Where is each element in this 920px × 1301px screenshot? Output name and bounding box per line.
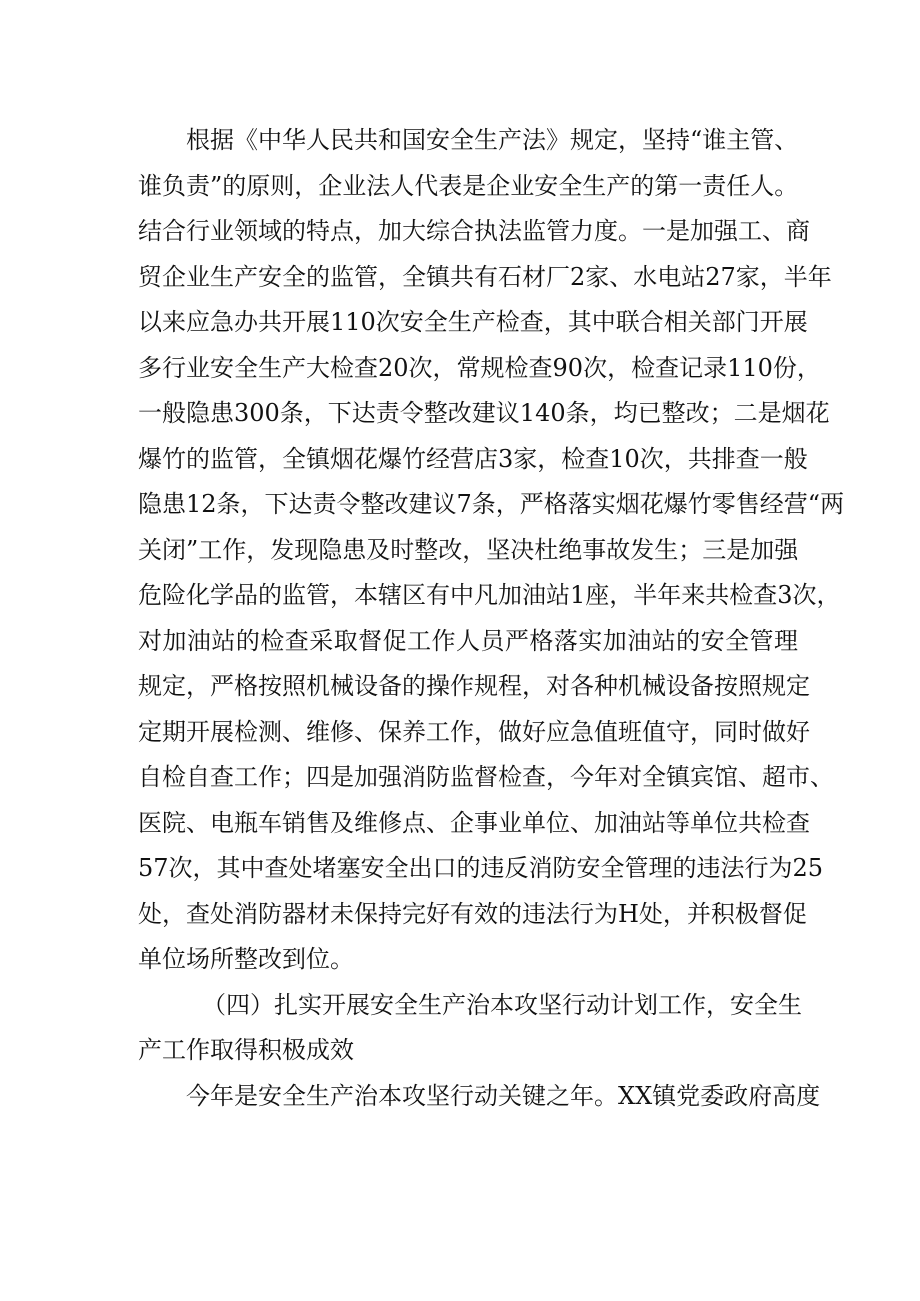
paragraph-line: 结合行业领域的特点，加大综合执法监管力度。一是加强工、商 [138,217,810,245]
paragraph-line: 谁负责”的原则，企业法人代表是企业安全生产的第一责任人。 [138,171,799,200]
paragraph-line: 单位场所整改到位。 [138,945,354,973]
paragraph-line: 今年是安全生产治本攻坚行动关键之年。XX镇党委政府高度 [186,1081,821,1110]
section-heading-line: （四）扎实开展安全生产治本攻坚行动计划工作，安全生 [202,990,802,1019]
paragraph-line: 根据《中华人民共和国安全生产法》规定，坚持“谁主管、 [186,126,799,154]
document-body [138,118,845,1119]
paragraph-line: 贸企业生产安全的监管，全镇共有石材厂2家、水电站27家，半年 [138,262,832,291]
section-heading-line: 产工作取得积极成效 [138,1036,354,1064]
paragraph-line: 隐患12条，下达责令整改建议7条，严格落实烟花爆竹零售经营“两 [138,490,845,518]
paragraph-line: 多行业安全生产大检查20次，常规检查90次，检查记录110份， [138,353,821,382]
paragraph-line: 医院、电瓶车销售及维修点、企事业单位、加油站等单位共检查 [138,808,810,837]
paragraph-line: 关闭”工作，发现隐患及时整改，坚决杜绝事故发生；三是加强 [138,535,799,564]
paragraph-line: 对加油站的检查采取督促工作人员严格落实加油站的安全管理 [138,626,798,655]
paragraph-line: 规定，严格按照机械设备的操作规程，对各种机械设备按照规定 [138,672,810,700]
paragraph-line: 定期开展检测、维修、保养工作，做好应急值班值守，同时做好 [138,717,810,746]
paragraph-line: 自检自查工作；四是加强消防监督检查，今年对全镇宾馆、超市、 [138,763,834,791]
paragraph-line: 处，查处消防器材未保持完好有效的违法行为H处，并积极督促 [138,899,807,928]
paragraph-line: 一般隐患300条，下达责令整改建议140条，均已整改；二是烟花 [138,399,830,427]
paragraph-line: 以来应急办共开展110次安全生产检查，其中联合相关部门开展 [138,308,808,336]
paragraph-line: 57次，其中查处堵塞安全出口的违反消防安全管理的违法行为25 [138,854,824,882]
paragraph-line: 爆竹的监管，全镇烟花爆竹经营店3家，检查10次，共排查一般 [138,444,808,473]
paragraph-line: 危险化学品的监管，本辖区有中凡加油站1座，半年来共检查3次， [138,581,841,609]
